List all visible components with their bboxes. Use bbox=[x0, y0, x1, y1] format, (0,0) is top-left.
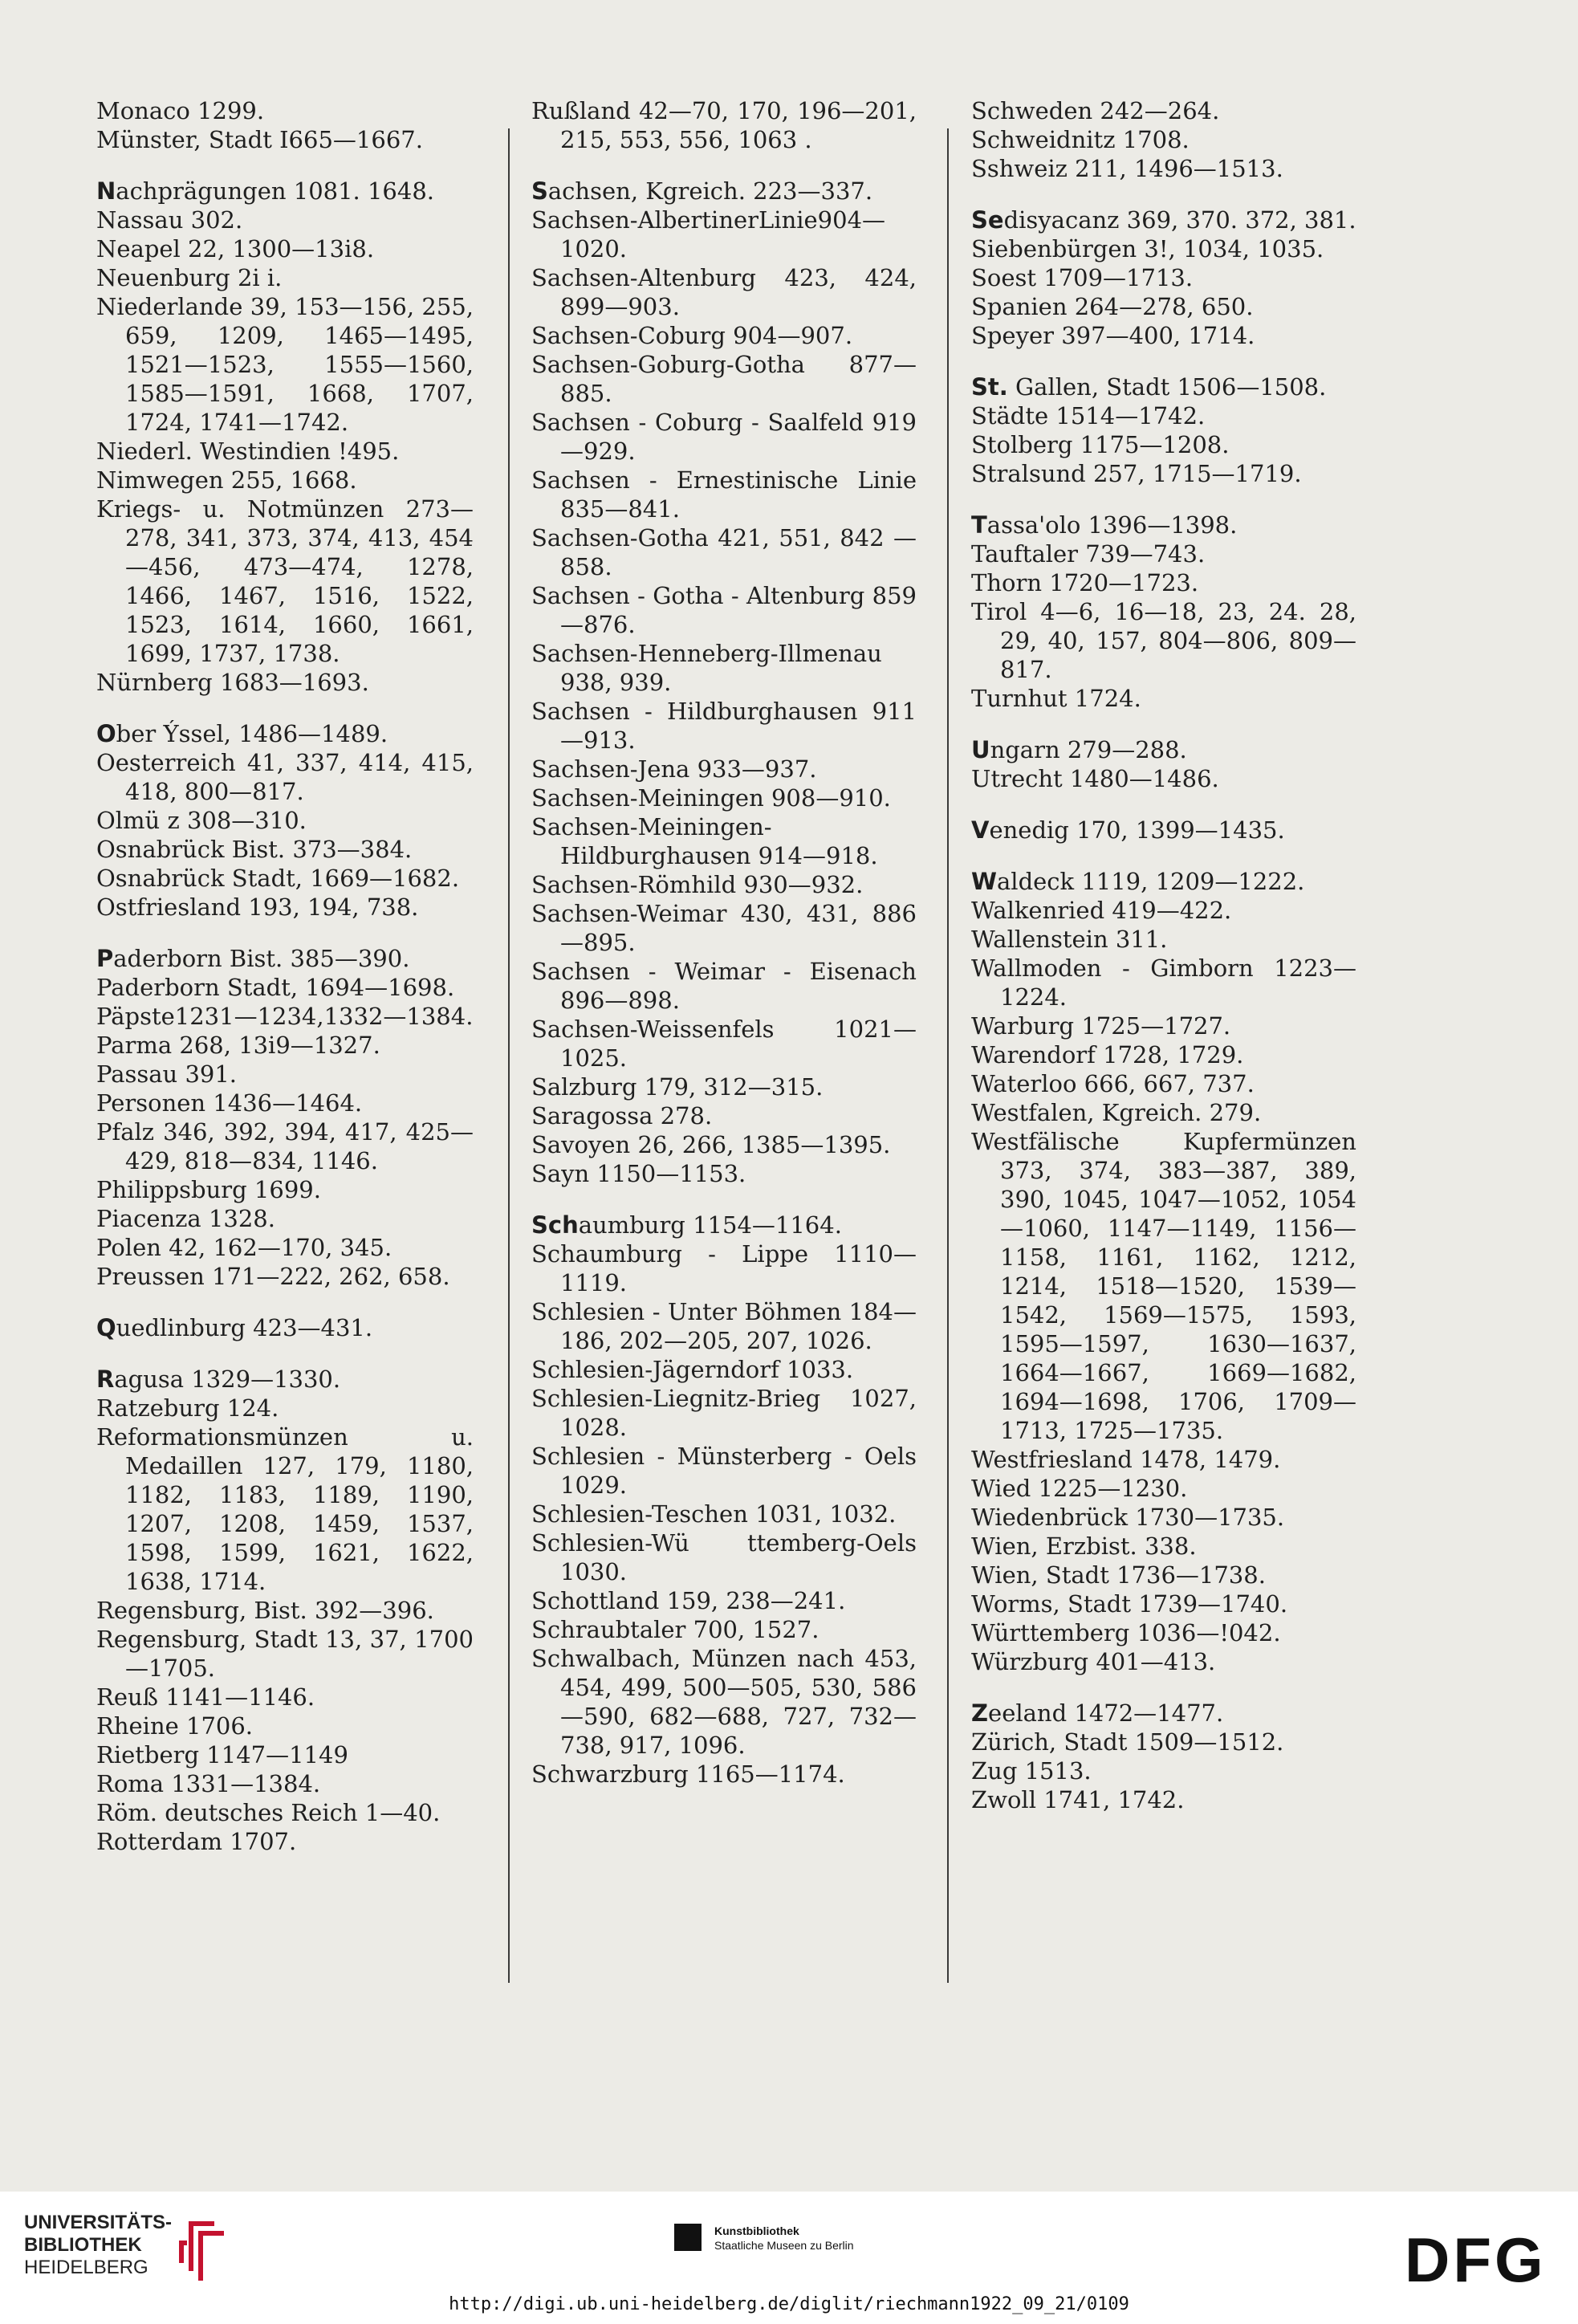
entry-text: Sachsen-Gotha 421, 551, 842 — 858. bbox=[531, 524, 917, 580]
entry-text: Sachsen-Meiningen-Hildburghausen 914—918. bbox=[531, 813, 878, 869]
entry-initial: O bbox=[96, 720, 116, 747]
entry-text: Stralsund 257, 1715—1719. bbox=[971, 460, 1302, 487]
kb-emblem-icon bbox=[674, 2224, 702, 2251]
entry-text: Piacenza 1328. bbox=[96, 1205, 275, 1232]
index-entry bbox=[971, 292, 1356, 321]
entry-text: Tirol 4—6, 16—18, 23, 24. 28, 29, 40, 157, 804—806, 809—817. bbox=[971, 598, 1356, 683]
index-entry bbox=[971, 764, 1356, 793]
index-entry bbox=[531, 263, 917, 321]
index-entry bbox=[96, 1769, 474, 1798]
entry-text: Philippsburg 1699. bbox=[96, 1176, 321, 1203]
entry-text: Westfälische Kupfermünzen 373, 374, 383—387, 389, 390, 1045, 1047—1052, 1054—1060, 1147—1149, 1156—1158, 1161, 1162, 1212, 1214, 1518—1520, 1539—1542, 1569—1575, 1593, 1595—1597, 1630—1637, 1664—1667, 1669—1682, 1694—1698, 1706, 1709—1713, 1725—1735. bbox=[971, 1128, 1356, 1444]
index-entry bbox=[96, 125, 474, 154]
entry-initial: Se bbox=[971, 206, 1004, 234]
entry-text: Wied 1225—1230. bbox=[971, 1475, 1188, 1502]
index-entry bbox=[96, 668, 474, 697]
entry-text: Rheine 1706. bbox=[96, 1712, 254, 1740]
entry-text: Röm. deutsches Reich 1—40. bbox=[96, 1799, 441, 1826]
entry-text: Neapel 22, 1300—13i8. bbox=[96, 235, 375, 263]
index-entry bbox=[971, 1589, 1356, 1618]
entry-text: Sachsen-Römhild 930—932. bbox=[531, 871, 864, 898]
entry-text: Sachsen-Weissenfels 1021—1025. bbox=[531, 1015, 917, 1072]
entry-text: Passau 391. bbox=[96, 1060, 238, 1088]
index-entry bbox=[971, 1756, 1356, 1785]
entry-text: Rotterdam 1707. bbox=[96, 1828, 297, 1855]
entry-text: aderborn Bist. 385—390. bbox=[113, 945, 410, 972]
index-entry bbox=[531, 697, 917, 755]
index-entry bbox=[96, 1798, 474, 1827]
index-entry bbox=[971, 234, 1356, 263]
entry-text: Zwoll 1741, 1742. bbox=[971, 1786, 1185, 1813]
entry-text: Speyer 397—400, 1714. bbox=[971, 322, 1255, 349]
entry-initial: T bbox=[971, 511, 987, 539]
entry-text: Sachsen - Hildburghausen 911—913. bbox=[531, 698, 917, 754]
index-entry bbox=[96, 1175, 474, 1204]
entry-text: Zug 1513. bbox=[971, 1757, 1092, 1785]
entry-text: Württemberg 1036—!042. bbox=[971, 1619, 1281, 1646]
index-entry bbox=[531, 321, 917, 350]
index-entry bbox=[531, 783, 917, 812]
index-entry bbox=[96, 1204, 474, 1233]
entry-text: Polen 42, 162—170, 345. bbox=[96, 1234, 392, 1261]
entry-text: Monaco 1299. bbox=[96, 97, 265, 124]
entry-text: Nürnberg 1683—1693. bbox=[96, 669, 369, 696]
entry-text: Regensburg, Stadt 13, 37, 1700—1705. bbox=[96, 1626, 474, 1682]
index-entry bbox=[971, 954, 1356, 1011]
entry-text: Warendorf 1728, 1729. bbox=[971, 1041, 1244, 1068]
index-column-1 bbox=[96, 96, 474, 1856]
index-entry bbox=[971, 1011, 1356, 1040]
entry-text: Niederlande 39, 153—156, 255, 659, 1209, 1465—1495, 1521—1523, 1555—1560, 1585—1591, 1668, 1707, 1724, 1741—1742. bbox=[96, 293, 474, 436]
index-entry bbox=[531, 177, 917, 206]
entry-text: Schlesien - Münsterberg - Oels 1029. bbox=[531, 1443, 917, 1499]
index-entry bbox=[531, 1297, 917, 1355]
ub-name-line-3: HEIDELBERG bbox=[24, 2257, 148, 2278]
index-entry bbox=[96, 893, 474, 922]
entry-text: Schaumburg - Lippe 1110—1119. bbox=[531, 1240, 917, 1296]
entry-text: Sachsen-Jena 933—937. bbox=[531, 755, 817, 783]
index-entry bbox=[531, 1072, 917, 1101]
index-entry bbox=[531, 523, 917, 581]
index-entry bbox=[971, 125, 1356, 154]
index-entry bbox=[971, 206, 1356, 234]
entry-text: Wallenstein 311. bbox=[971, 926, 1168, 953]
kb-name: Kunstbibliothek bbox=[714, 2224, 799, 2237]
entry-initial: Q bbox=[96, 1314, 116, 1341]
entry-text: Oesterreich 41, 337, 414, 415, 418, 800—817. bbox=[96, 749, 474, 805]
entry-text: Sachsen-Goburg-Gotha 877—885. bbox=[531, 351, 917, 407]
index-entry bbox=[971, 1040, 1356, 1069]
index-entry bbox=[531, 96, 917, 154]
index-entry bbox=[96, 437, 474, 466]
entry-text: Sachsen - Coburg - Saalfeld 919—929. bbox=[531, 409, 917, 465]
index-entry bbox=[971, 568, 1356, 597]
entry-text: Regensburg, Bist. 392—396. bbox=[96, 1597, 434, 1624]
index-entry bbox=[96, 1031, 474, 1060]
entry-text: Soest 1709—1713. bbox=[971, 264, 1194, 291]
entry-text: Preussen 171—222, 262, 658. bbox=[96, 1263, 450, 1290]
entry-text: Schraubtaler 700, 1527. bbox=[531, 1616, 820, 1643]
entry-text: aumburg 1154—1164. bbox=[578, 1211, 842, 1239]
index-column-3 bbox=[971, 96, 1356, 1814]
index-entry bbox=[531, 1159, 917, 1188]
entry-text: Schwalbach, Münzen nach 453, 454, 499, 500—505, 530, 586—590, 682—688, 727, 732—738, 917, 1096. bbox=[531, 1645, 917, 1759]
index-entry bbox=[971, 96, 1356, 125]
entry-initial: N bbox=[96, 177, 116, 205]
index-entry bbox=[531, 1355, 917, 1384]
entry-text: Wien, Erzbist. 338. bbox=[971, 1532, 1197, 1560]
entry-text: Sachsen-Weimar 430, 431, 886—895. bbox=[531, 900, 917, 956]
entry-text: Wiedenbrück 1730—1735. bbox=[971, 1504, 1285, 1531]
index-entry bbox=[531, 1528, 917, 1586]
index-entry bbox=[96, 96, 474, 125]
index-entry bbox=[96, 1596, 474, 1625]
index-entry bbox=[531, 1442, 917, 1500]
entry-text: Münster, Stadt I665—1667. bbox=[96, 126, 423, 153]
entry-text: Savoyen 26, 266, 1385—1395. bbox=[531, 1131, 891, 1158]
entry-text: Westfalen, Kgreich. 279. bbox=[971, 1099, 1262, 1126]
index-entry bbox=[96, 466, 474, 495]
index-entry bbox=[96, 206, 474, 234]
index-entry bbox=[531, 1615, 917, 1644]
index-entry bbox=[96, 495, 474, 668]
index-entry bbox=[96, 973, 474, 1002]
index-entry bbox=[971, 539, 1356, 568]
entry-text: disyacanz 369, 370. 372, 381. bbox=[1003, 206, 1356, 234]
index-entry bbox=[971, 816, 1356, 845]
column-rule bbox=[947, 128, 949, 1983]
entry-text: Walkenried 419—422. bbox=[971, 897, 1232, 924]
ub-name-line-2: BIBLIOTHEK bbox=[24, 2234, 142, 2256]
index-entry bbox=[971, 1503, 1356, 1532]
index-entry bbox=[531, 812, 917, 870]
index-entry bbox=[96, 263, 474, 292]
index-entry bbox=[96, 864, 474, 893]
index-entry bbox=[531, 870, 917, 899]
index-entry bbox=[96, 944, 474, 973]
entry-text: Sachsen - Gotha - Altenburg 859—876. bbox=[531, 582, 917, 638]
index-entry bbox=[971, 263, 1356, 292]
index-entry bbox=[531, 581, 917, 639]
index-entry bbox=[971, 511, 1356, 539]
index-entry bbox=[96, 234, 474, 263]
index-entry bbox=[531, 1384, 917, 1442]
entry-initial: S bbox=[531, 177, 548, 205]
entry-text: Osnabrück Bist. 373—384. bbox=[96, 836, 413, 863]
entry-initial: V bbox=[971, 816, 990, 844]
index-entry bbox=[96, 748, 474, 806]
entry-initial: P bbox=[96, 945, 114, 972]
entry-text: Worms, Stadt 1739—1740. bbox=[971, 1590, 1288, 1618]
entry-text: Tauftaler 739—743. bbox=[971, 540, 1206, 568]
entry-text: Parma 268, 13i9—1327. bbox=[96, 1032, 380, 1059]
index-entry bbox=[96, 1313, 474, 1342]
index-entry bbox=[971, 401, 1356, 430]
entry-text: enedig 170, 1399—1435. bbox=[989, 816, 1285, 844]
entry-text: Schottland 159, 238—241. bbox=[531, 1587, 846, 1614]
entry-text: Reuß 1141—1146. bbox=[96, 1683, 315, 1711]
index-entry bbox=[531, 639, 917, 697]
entry-text: Thorn 1720—1723. bbox=[971, 569, 1199, 596]
index-entry bbox=[531, 957, 917, 1015]
index-entry bbox=[96, 1002, 474, 1031]
viewer-footer bbox=[0, 2192, 1578, 2324]
entry-text: ngarn 279—288. bbox=[990, 736, 1187, 763]
index-entry bbox=[971, 1785, 1356, 1814]
index-entry bbox=[971, 1069, 1356, 1098]
entry-initial: W bbox=[971, 868, 997, 895]
entry-text: assa'olo 1396—1398. bbox=[986, 511, 1238, 539]
index-entry bbox=[971, 1699, 1356, 1728]
entry-text: Utrecht 1480—1486. bbox=[971, 765, 1219, 792]
entry-text: Sachsen-Altenburg 423, 424, 899—903. bbox=[531, 264, 917, 320]
index-entry bbox=[531, 899, 917, 957]
index-entry bbox=[96, 1625, 474, 1683]
entry-text: aldeck 1119, 1209—1222. bbox=[997, 868, 1305, 895]
entry-text: Pfalz 346, 392, 394, 417, 425—429, 818—834, 1146. bbox=[96, 1118, 474, 1174]
entry-text: Osnabrück Stadt, 1669—1682. bbox=[96, 865, 460, 892]
entry-text: Reformationsmünzen u. Medaillen 127, 179, 1180, 1182, 1183, 1189, 1190, 1207, 1208, 1459, 1537, 1598, 1599, 1621, 1622, 1638, 1714. bbox=[96, 1423, 474, 1595]
entry-text: Schlesien-Wü ttemberg-Oels 1030. bbox=[531, 1529, 917, 1585]
index-entry bbox=[531, 1130, 917, 1159]
entry-text: Wien, Stadt 1736—1738. bbox=[971, 1561, 1266, 1589]
entry-initial: R bbox=[96, 1366, 115, 1393]
entry-text: Sshweiz 211, 1496—1513. bbox=[971, 155, 1283, 182]
index-entry bbox=[971, 430, 1356, 459]
kunstbibliothek-logo[interactable] bbox=[674, 2224, 915, 2272]
index-entry bbox=[531, 408, 917, 466]
entry-text: Personen 1436—1464. bbox=[96, 1089, 363, 1117]
index-entry bbox=[971, 459, 1356, 488]
entry-text: Neuenburg 2i i. bbox=[96, 264, 283, 291]
entry-initial: Sch bbox=[531, 1211, 579, 1239]
entry-text: achprägungen 1081. 1648. bbox=[116, 177, 435, 205]
index-entry bbox=[96, 1711, 474, 1740]
entry-text: Nassau 302. bbox=[96, 206, 243, 234]
entry-text: Sachsen - Ernestinische Linie 835—841. bbox=[531, 466, 917, 523]
index-entry bbox=[531, 1644, 917, 1760]
index-entry bbox=[971, 1532, 1356, 1561]
index-entry bbox=[96, 1422, 474, 1596]
index-entry bbox=[971, 867, 1356, 896]
entry-text: Schlesien-Teschen 1031, 1032. bbox=[531, 1500, 897, 1528]
entry-text: Niederl. Westindien !495. bbox=[96, 438, 400, 465]
entry-text: Saragossa 278. bbox=[531, 1102, 713, 1129]
entry-initial: St. bbox=[971, 373, 1008, 401]
column-rule bbox=[508, 128, 510, 1983]
index-entry bbox=[96, 1827, 474, 1856]
index-entry bbox=[96, 1740, 474, 1769]
entry-text: Schweden 242—264. bbox=[971, 97, 1220, 124]
index-entry bbox=[531, 466, 917, 523]
entry-text: Ostfriesland 193, 194, 738. bbox=[96, 893, 419, 921]
index-entry bbox=[971, 597, 1356, 684]
entry-initial: Z bbox=[971, 1699, 989, 1727]
entry-text: uedlinburg 423—431. bbox=[116, 1314, 373, 1341]
index-entry bbox=[971, 735, 1356, 764]
entry-text: Päpste1231—1234,1332—1384. bbox=[96, 1003, 474, 1030]
permalink-url[interactable]: http://digi.ub.uni-heidelberg.de/diglit/riechmann1922_09_21/0109 bbox=[449, 2294, 1129, 2314]
index-entry bbox=[531, 206, 917, 263]
index-entry bbox=[96, 1262, 474, 1291]
index-entry bbox=[531, 755, 917, 783]
entry-text: Turnhut 1724. bbox=[971, 685, 1141, 712]
index-entry bbox=[96, 1117, 474, 1175]
index-entry bbox=[971, 1618, 1356, 1647]
kb-subtitle: Staatliche Museen zu Berlin bbox=[714, 2239, 854, 2252]
index-entry bbox=[96, 1233, 474, 1262]
entry-text: ber Ýssel, 1486—1489. bbox=[116, 720, 388, 747]
ub-emblem-icon bbox=[165, 2215, 237, 2287]
index-column-2 bbox=[531, 96, 917, 1789]
index-entry bbox=[971, 154, 1356, 183]
entry-text: Rußland 42—70, 170, 196—201, 215, 553, 556, 1063 . bbox=[531, 97, 917, 153]
index-entry bbox=[971, 1445, 1356, 1474]
entry-text: Kriegs- u. Notmünzen 273—278, 341, 373, 374, 413, 454—456, 473—474, 1278, 1466, 1467, 1516, 1522, 1523, 1614, 1660, 1661, 1699, 1737, 1738. bbox=[96, 495, 474, 667]
entry-text: Schwarzburg 1165—1174. bbox=[531, 1760, 845, 1788]
entry-text: Schweidnitz 1708. bbox=[971, 126, 1190, 153]
entry-text: Siebenbürgen 3!, 1034, 1035. bbox=[971, 235, 1324, 263]
dfg-logo[interactable]: DFG bbox=[1405, 2224, 1547, 2295]
index-entry bbox=[531, 350, 917, 408]
index-entry bbox=[96, 1089, 474, 1117]
index-entry bbox=[96, 1394, 474, 1422]
entry-text: Wallmoden - Gimborn 1223—1224. bbox=[971, 954, 1356, 1011]
index-entry bbox=[96, 719, 474, 748]
index-entry bbox=[971, 925, 1356, 954]
entry-text: agusa 1329—1330. bbox=[114, 1366, 341, 1393]
entry-text: Paderborn Stadt, 1694—1698. bbox=[96, 974, 455, 1001]
entry-text: Gallen, Stadt 1506—1508. bbox=[1007, 373, 1327, 401]
index-entry bbox=[96, 835, 474, 864]
index-entry bbox=[96, 1365, 474, 1394]
entry-text: Sachsen-Henneberg-Illmenau 938, 939. bbox=[531, 640, 882, 696]
index-entry bbox=[971, 1098, 1356, 1127]
entry-text: Schlesien - Unter Böhmen 184—186, 202—205, 207, 1026. bbox=[531, 1298, 917, 1354]
entry-text: Warburg 1725—1727. bbox=[971, 1012, 1231, 1040]
entry-text: Stolberg 1175—1208. bbox=[971, 431, 1230, 458]
entry-text: Schlesien-Liegnitz-Brieg 1027, 1028. bbox=[531, 1385, 917, 1441]
entry-text: Sachsen-Coburg 904—907. bbox=[531, 322, 853, 349]
index-entry bbox=[971, 1728, 1356, 1756]
entry-text: Salzburg 179, 312—315. bbox=[531, 1073, 824, 1101]
entry-text: Sachsen-AlbertinerLinie904—1020. bbox=[531, 206, 886, 263]
index-entry bbox=[96, 177, 474, 206]
entry-text: Waterloo 666, 667, 737. bbox=[971, 1070, 1255, 1097]
index-entry bbox=[96, 1683, 474, 1711]
entry-text: Städte 1514—1742. bbox=[971, 402, 1206, 429]
entry-text: Würzburg 401—413. bbox=[971, 1648, 1216, 1675]
entry-text: Zürich, Stadt 1509—1512. bbox=[971, 1728, 1284, 1756]
index-entry bbox=[96, 806, 474, 835]
ub-name-line-1: UNIVERSITÄTS- bbox=[24, 2212, 173, 2233]
index-entry bbox=[971, 684, 1356, 713]
index-entry bbox=[971, 1561, 1356, 1589]
index-entry bbox=[971, 896, 1356, 925]
entry-text: achsen, Kgreich. 223—337. bbox=[547, 177, 873, 205]
entry-text: Olmü z 308—310. bbox=[96, 807, 307, 834]
entry-text: Sachsen-Meiningen 908—910. bbox=[531, 784, 891, 812]
index-entry bbox=[531, 1211, 917, 1239]
entry-text: Sayn 1150—1153. bbox=[531, 1160, 746, 1187]
index-entry bbox=[96, 1060, 474, 1089]
entry-text: Westfriesland 1478, 1479. bbox=[971, 1446, 1281, 1473]
entry-text: Rietberg 1147—1149 bbox=[96, 1741, 348, 1768]
index-entry bbox=[971, 372, 1356, 401]
university-library-logo[interactable] bbox=[24, 2212, 265, 2300]
entry-text: Nimwegen 255, 1668. bbox=[96, 466, 357, 494]
entry-text: Ratzeburg 124. bbox=[96, 1394, 279, 1422]
entry-text: Sachsen - Weimar - Eisenach 896—898. bbox=[531, 958, 917, 1014]
index-entry bbox=[971, 1127, 1356, 1445]
entry-initial: U bbox=[971, 736, 990, 763]
entry-text: Schlesien-Jägerndorf 1033. bbox=[531, 1356, 854, 1383]
index-entry bbox=[971, 1647, 1356, 1676]
entry-text: Spanien 264—278, 650. bbox=[971, 293, 1254, 320]
entry-text: eeland 1472—1477. bbox=[988, 1699, 1224, 1727]
index-entry bbox=[531, 1015, 917, 1072]
index-entry bbox=[971, 1474, 1356, 1503]
index-entry bbox=[96, 292, 474, 437]
index-entry bbox=[971, 321, 1356, 350]
index-entry bbox=[531, 1239, 917, 1297]
index-entry bbox=[531, 1760, 917, 1789]
index-entry bbox=[531, 1500, 917, 1528]
index-entry bbox=[531, 1586, 917, 1615]
entry-text: Roma 1331—1384. bbox=[96, 1770, 321, 1797]
index-entry bbox=[531, 1101, 917, 1130]
